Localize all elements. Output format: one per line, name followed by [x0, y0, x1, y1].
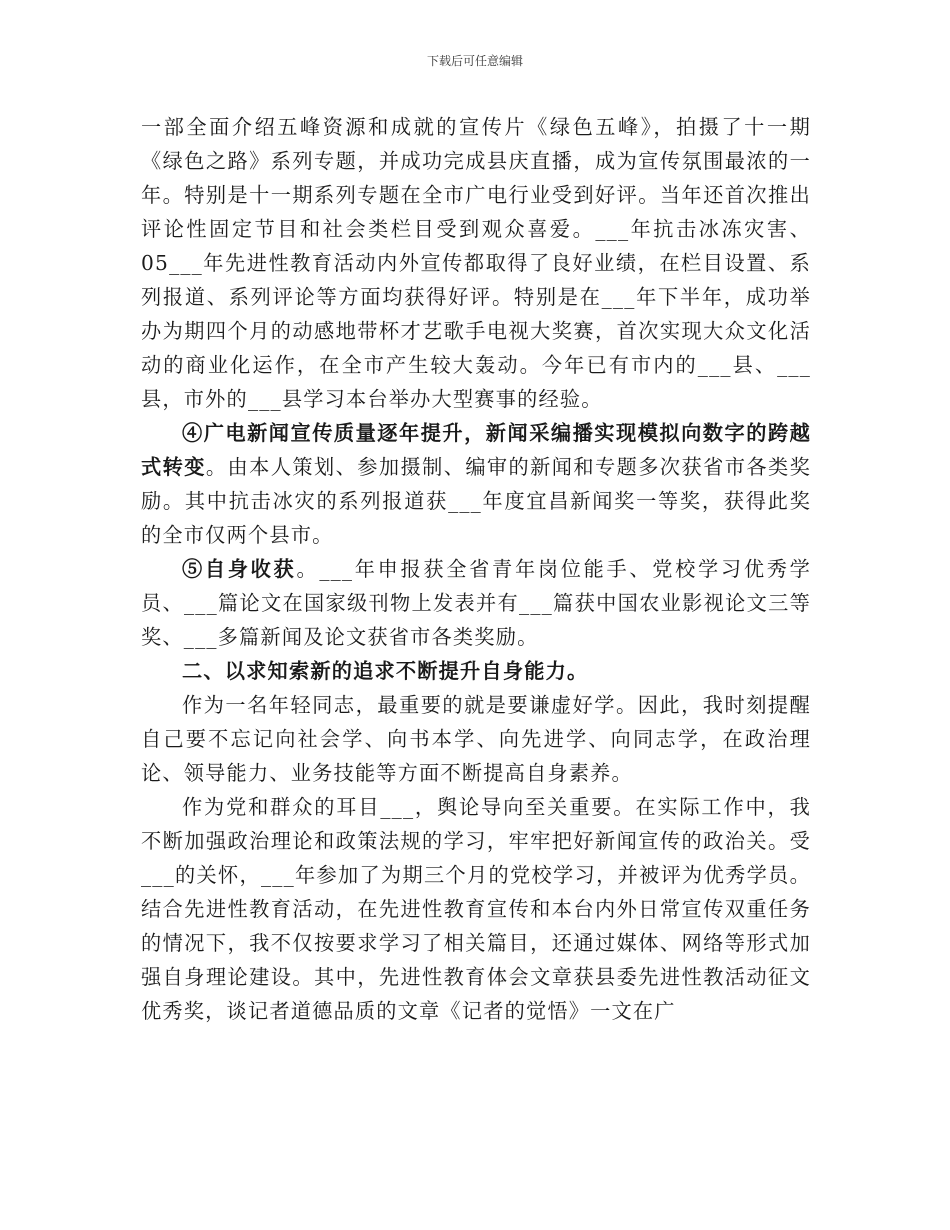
paragraph-political-theory: [141, 790, 811, 1028]
document-body: [141, 110, 811, 1028]
paragraph-news-quality: [141, 416, 811, 552]
paragraph-personal-gains: [141, 552, 811, 654]
paragraph-text: 。___年申报获全省青年岗位能手、党校学习优秀学员、___篇论文在国家级刊物上发表并有___篇获中国农业影视论文三等奖、___多篇新闻及论文获省市各类奖励。: [141, 557, 811, 649]
section-heading-text: 二、以求知索新的追求不断提升自身能力。: [182, 659, 589, 683]
paragraph-heading: ④广电新闻宣传质量逐年提升，新闻采编播实现模拟向数字的跨越式转变: [141, 421, 811, 479]
paragraph-heading: ⑤自身收获: [182, 557, 297, 581]
paragraph-text: 一部全面介绍五峰资源和成就的宣传片《绿色五峰》，拍摄了十一期《绿色之路》系列专题，并成功完成县庆直播，成为宣传氛围最浓的一年。特别是十一期系列专题在全市广电行业受到好评。当年还首次推出评论性固定节目和社会类栏目受到观众喜爱。___年抗击冰冻灾害、05___年先进性教育活动内外宣传都取得了良好业绩，在栏目设置、系列报道、系列评论等方面均获得好评。特别是在___年下半年，成功举办为期四个月的动感地带杯才艺歌手电视大奖赛，首次实现大众文化活动的商业化运作，在全市产生较大轰动。今年已有市内的___县、___县，市外的___县学习本台举办大型赛事的经验。: [141, 115, 811, 411]
paragraph-text: 作为党和群众的耳目___，舆论导向至关重要。在实际工作中，我不断加强政治理论和政策法规的学习，牢牢把好新闻宣传的政治关。受___的关怀，___年参加了为期三个月的党校学习，并被评为优秀学员。结合先进性教育活动，在先进性教育宣传和本台内外日常宣传双重任务的情况下，我不仅按要求学习了相关篇目，还通过媒体、网络等形式加强自身理论建设。其中，先进性教育体会文章获县委先进性教活动征文优秀奖，谈记者道德品质的文章《记者的觉悟》一文在广: [141, 795, 811, 1023]
paragraph-learning: [141, 688, 811, 790]
paragraph-text: 。由本人策划、参加摄制、编审的新闻和专题多次获省市各类奖励。其中抗击冰灾的系列报道获___年度宜昌新闻奖一等奖，获得此奖的全市仅两个县市。: [141, 455, 812, 547]
section-heading: [141, 654, 811, 688]
paragraph-promo-summary: [141, 110, 811, 416]
paragraph-text: 作为一名年轻同志，最重要的就是要谦虚好学。因此，我时刻提醒自己要不忘记向社会学、向书本学、向先进学、向同志学，在政治理论、领导能力、业务技能等方面不断提高自身素养。: [141, 693, 811, 785]
page-header: 下载后可任意编辑: [426, 54, 523, 68]
